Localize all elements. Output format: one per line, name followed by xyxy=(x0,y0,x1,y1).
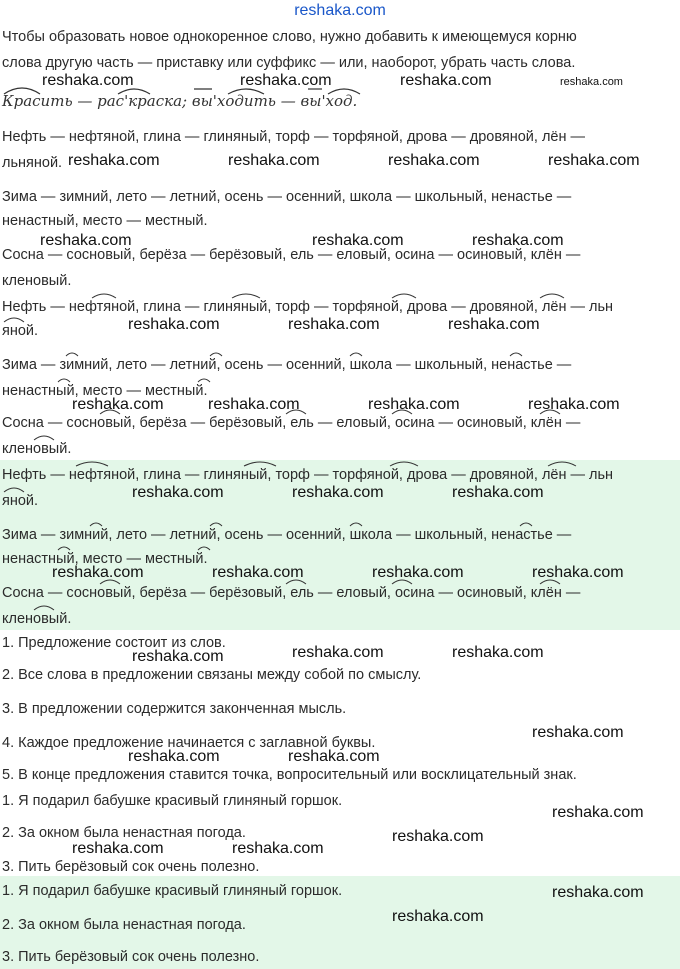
watermark: reshaka.com xyxy=(128,748,220,765)
watermark: reshaka.com xyxy=(472,232,564,249)
g2-line-3: Зима — зимний, лето — летний, осень — осенний, школа — школьный, ненастье — xyxy=(2,527,572,543)
sentence-highlighted-1: 1. Я подарил бабушке красивый глиняный горшок. xyxy=(2,883,343,899)
g2-line-1: Нефть — нефтяной, глина — глиняный, торф — торфяной, дрова — дровяной, лён — льн xyxy=(2,467,614,483)
watermark: reshaka.com xyxy=(68,152,160,169)
watermark: reshaka.com xyxy=(368,396,460,413)
watermark: reshaka.com xyxy=(392,828,484,845)
rule-2: 2. Все слова в предложении связаны между собой по смыслу. xyxy=(2,667,422,683)
g1-line-1: Нефть — нефтяной, глина — глиняный, торф — торфяной, дрова — дровяной, лён — льн xyxy=(2,299,614,315)
watermark: reshaka.com xyxy=(532,564,624,581)
watermark: reshaka.com xyxy=(292,484,384,501)
watermark: reshaka.com xyxy=(452,644,544,661)
rule-3: 3. В предложении содержится законченная мысль. xyxy=(2,701,347,717)
sentence-2: 2. За окном была ненастная погода. xyxy=(2,825,246,841)
watermark: reshaka.com xyxy=(212,564,304,581)
g0-line-5: Сосна — сосновый, берёза — берёзовый, ель — еловый, осина — осиновый, клён — xyxy=(2,247,581,263)
watermark: reshaka.com xyxy=(288,316,380,333)
watermark: reshaka.com xyxy=(292,644,384,661)
watermark: reshaka.com xyxy=(228,152,320,169)
g2-line-5: Сосна — сосновый, берёза — берёзовый, ель — еловый, осина — осиновый, клён — xyxy=(2,585,581,601)
watermark: reshaka.com xyxy=(532,724,624,741)
watermark: reshaka.com xyxy=(232,840,324,857)
rule-1: 1. Предложение состоит из слов. xyxy=(2,635,226,651)
watermark: reshaka.com xyxy=(448,316,540,333)
watermark: reshaka.com xyxy=(240,72,332,89)
g0-line-1: Нефть — нефтяной, глина — глиняный, торф — торфяной, дрова — дровяной, лён — xyxy=(2,129,586,145)
watermark: reshaka.com xyxy=(388,152,480,169)
example-line: Красить — рас'краска; вы'ходить — вы'ход. xyxy=(2,92,358,110)
g2-line-2: яной. xyxy=(2,493,39,509)
intro-line-2: слова другую часть — приставку или суффикс — или, наоборот, убрать часть слова. xyxy=(2,55,576,71)
g1-line-4: ненастный, место — местный. xyxy=(2,383,208,399)
g1-line-5: Сосна — сосновый, берёза — берёзовый, ель — еловый, осина — осиновый, клён — xyxy=(2,415,581,431)
sentence-highlighted-3: 3. Пить берёзовый сок очень полезно. xyxy=(2,949,260,965)
sentence-1: 1. Я подарил бабушке красивый глиняный горшок. xyxy=(2,793,343,809)
watermark: reshaka.com xyxy=(552,884,644,901)
rule-5: 5. В конце предложения ставится точка, вопросительный или восклицательный знак. xyxy=(2,767,577,783)
watermark: reshaka.com xyxy=(72,396,164,413)
watermark: reshaka.com xyxy=(312,232,404,249)
watermark: reshaka.com xyxy=(552,804,644,821)
site-header-link[interactable]: reshaka.com xyxy=(294,2,386,19)
watermark: reshaka.com xyxy=(548,152,640,169)
g0-line-2: льняной. xyxy=(2,155,63,171)
watermark: reshaka.com xyxy=(52,564,144,581)
watermark: reshaka.com xyxy=(132,648,224,665)
watermark: reshaka.com xyxy=(208,396,300,413)
watermark: reshaka.com xyxy=(128,316,220,333)
watermark: reshaka.com xyxy=(288,748,380,765)
g1-line-3: Зима — зимний, лето — летний, осень — осенний, школа — школьный, ненастье — xyxy=(2,357,572,373)
watermark: reshaka.com xyxy=(392,908,484,925)
watermark: reshaka.com xyxy=(40,232,132,249)
watermark: reshaka.com xyxy=(400,72,492,89)
intro-line-1: Чтобы образовать новое однокоренное слово, нужно добавить к имеющемуся корню xyxy=(2,29,577,45)
g2-line-6: кленовый. xyxy=(2,611,72,627)
g1-line-6: кленовый. xyxy=(2,441,72,457)
g0-line-4: ненастный, место — местный. xyxy=(2,213,208,229)
watermark: reshaka.com xyxy=(42,72,134,89)
watermark: reshaka.com xyxy=(132,484,224,501)
g1-line-2: яной. xyxy=(2,323,39,339)
watermark: reshaka.com xyxy=(72,840,164,857)
g0-line-3: Зима — зимний, лето — летний, осень — осенний, школа — школьный, ненастье — xyxy=(2,189,572,205)
sentence-highlighted-2: 2. За окном была ненастная погода. xyxy=(2,917,246,933)
g0-line-6: кленовый. xyxy=(2,273,72,289)
rule-4: 4. Каждое предложение начинается с заглавной буквы. xyxy=(2,735,376,751)
watermark: reshaka.com xyxy=(452,484,544,501)
watermark: reshaka.com xyxy=(560,76,623,88)
watermark: reshaka.com xyxy=(372,564,464,581)
watermark: reshaka.com xyxy=(528,396,620,413)
g2-line-4: ненастный, место — местный. xyxy=(2,551,208,567)
sentence-3: 3. Пить берёзовый сок очень полезно. xyxy=(2,859,260,875)
